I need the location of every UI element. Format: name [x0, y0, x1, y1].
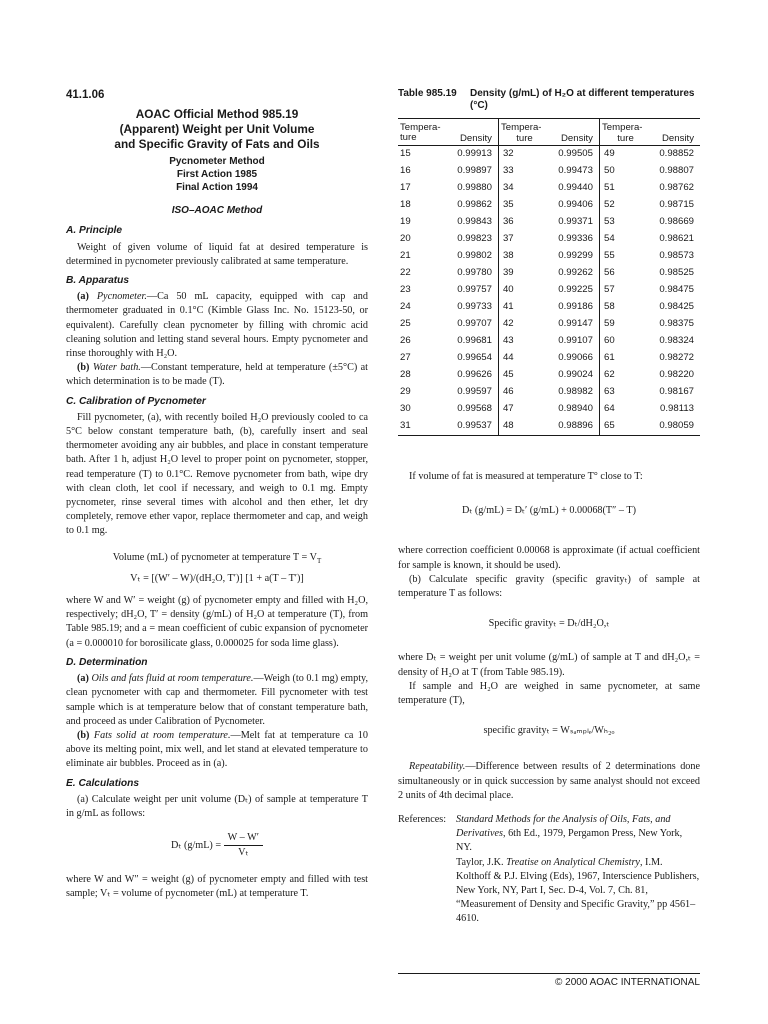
density-cell: 0.99299 — [550, 248, 599, 265]
temperature-cell: 36 — [502, 216, 514, 228]
table-caption — [398, 88, 700, 112]
density-cell: 0.99823 — [449, 231, 498, 248]
density-cell: 0.99537 — [449, 418, 498, 436]
temperature-cell: 61 — [603, 352, 615, 364]
volume-formula: Vₜ = [(W′ – W)/(dH₂O, T′)] [1 + a(T – T′)] — [130, 572, 304, 584]
calc-formula: Dₜ (g/mL) = $\frac{W - W'}{\text{Vₜ}}$ — [66, 831, 368, 860]
temperature-cell: 58 — [603, 301, 615, 313]
temperature-cell: 45 — [502, 369, 514, 381]
temperature-cell: 16 — [400, 165, 411, 177]
density-cell: 0.99473 — [550, 163, 599, 180]
temperature-cell: 27 — [400, 352, 411, 364]
density-cell: 0.99336 — [550, 231, 599, 248]
same-pycnometer-text: If sample and H₂O are weighed in same pycnometer, at same temperature (T), — [398, 680, 700, 707]
density-cell: 0.99733 — [449, 299, 498, 316]
temperature-cell: 63 — [603, 386, 615, 398]
table-row — [398, 231, 700, 248]
density-cell: 0.99406 — [550, 197, 599, 214]
table-row — [398, 214, 700, 231]
specific-gravity-b: (b) Calculate specific gravity (specific gravityₜ) of sample at temperature T as follows: — [398, 573, 700, 600]
density-cell: 0.99597 — [449, 384, 498, 401]
density-cell: 0.99568 — [449, 401, 498, 418]
density-cell: 0.98896 — [550, 418, 599, 436]
density-cell: 0.98982 — [550, 384, 599, 401]
temperature-cell: 21 — [400, 250, 411, 262]
temperature-cell: 20 — [400, 233, 411, 245]
density-cell: 0.99802 — [449, 248, 498, 265]
section-number: 41.1.06 — [66, 89, 105, 101]
temperature-cell: 62 — [603, 369, 615, 381]
density-cell: 0.99371 — [550, 214, 599, 231]
left-column — [66, 88, 368, 901]
right-column — [398, 88, 700, 927]
table-row — [398, 197, 700, 214]
temperature-cell: 56 — [603, 267, 615, 279]
iso-method-label: ISO–AOAC Method — [171, 205, 263, 217]
temperature-cell: 39 — [502, 267, 514, 279]
density-cell: 0.98167 — [659, 386, 694, 398]
temperature-cell: 52 — [603, 199, 615, 211]
determination-a: (a) Oils and fats fluid at room temperature.—Weigh (to 0.1 mg) empty, clean pycnometer with cap and thermometer. Fill pycnometer with test sample which is at temperature below that of constant temperature bath, and proceed as under Calibration of Pycnometer. — [66, 673, 368, 727]
temperature-cell: 26 — [400, 335, 411, 347]
sg-where: where Dₜ = weight per unit volume (g/mL) of sample at T and dH₂O,ₜ = density of H₂O at T (from Table 985.19). — [398, 652, 700, 678]
apparatus-a: (a) Pycnometer.—Ca 50 mL capacity, equipped with cap and thermometer graduated in 0.1°C (Kimble Glass Inc. No. 15123-50, or equivalent). Carefully clean pycnometer by filling with chromic acid cleaning solution and letting stand several hours. Empty pycnometer and rinse thoroughly with H₂O. — [66, 291, 368, 360]
density-cell: 0.99780 — [449, 265, 498, 282]
density-cell: 0.98475 — [659, 284, 694, 296]
temperature-cell: 48 — [498, 418, 550, 436]
temperature-cell: 54 — [603, 233, 615, 245]
table-row — [398, 316, 700, 333]
correction-formula: Dₜ (g/mL) = Dₜ′ (g/mL) + 0.00068(T″ – T) — [461, 505, 637, 517]
temperature-cell: 59 — [603, 318, 615, 330]
temperature-cell: 50 — [603, 165, 615, 177]
table-row — [398, 265, 700, 282]
temperature-cell: 30 — [400, 403, 411, 415]
temperature-cell: 41 — [502, 301, 514, 313]
temperature-cell: 35 — [502, 199, 514, 211]
table-row — [398, 384, 700, 401]
reference-2: Taylor, J.K. Treatise on Analytical Chemistry, I.M. Kolthoff & P.J. Elving (Eds), 1967, Interscience Publishers, New York, NY, Part I, Sec. D-4, Vol. 7, Ch. 81, “Measurement of Density and Specific Gravity,” pp 4561–4610. — [456, 856, 700, 925]
density-cell: 0.98669 — [659, 216, 694, 228]
density-cell: 0.98425 — [659, 301, 694, 313]
temperature-cell: 60 — [603, 335, 615, 347]
density-cell: 0.98220 — [659, 369, 694, 381]
temperature-cell: 53 — [603, 216, 615, 228]
temperature-cell: 47 — [502, 403, 514, 415]
temperature-cell: 18 — [400, 199, 411, 211]
table-row — [398, 180, 700, 197]
table-row — [398, 401, 700, 418]
density-cell: 0.99654 — [449, 350, 498, 367]
density-cell: 0.99757 — [449, 282, 498, 299]
table-row — [398, 333, 700, 350]
table-row — [398, 350, 700, 367]
temperature-cell: 64 — [603, 403, 615, 415]
temperature-cell: 17 — [400, 182, 411, 194]
calibration-text: Fill pycnometer, (a), with recently boiled H₂O previously cooled to ca 5°C below constant temperature bath, (b), carefully insert and seal thermometer avoiding any air bubbles, and place in constant temperature bath. After 1 h, adjust H₂O level to proper point on pycnometer, stopper, read temperature (T) to 0.1°C. Remove pycnometer from bath, wipe dry with clean cloth, let cool if necessary, and weigh to 0.1 mg. Empty pycnometer, rinse several times with alcohol and then ether, let dry completely, remove ether vapor, replace thermometer and cap, and weigh to 0.1 mg. — [66, 411, 368, 537]
temperature-cell: 24 — [400, 301, 411, 313]
method-title — [66, 107, 368, 152]
principle-text: Weight of given volume of liquid fat at desired temperature is determined in pycnometer previously calibrated at same temperature. — [66, 241, 368, 267]
table-row — [398, 163, 700, 180]
table-row — [398, 418, 700, 436]
table-row — [398, 248, 700, 265]
principle-heading: A. Principle — [66, 225, 123, 237]
temperature-cell: 42 — [502, 318, 514, 330]
where-text-2: where W and W″ = weight (g) of pycnometer empty and filled with test sample; Vₜ = volume of pycnometer (mL) at temperature T. — [66, 873, 368, 899]
density-cell: 0.99024 — [550, 367, 599, 384]
density-cell: 0.99186 — [550, 299, 599, 316]
determination-b: (b) Fats solid at room temperature.—Melt fat at temperature ca 10 above its melting point, mix well, and let stand at elevated temperature to eliminate air bubbles. Proceed as in (a). — [66, 729, 368, 770]
temperature-cell: 49 — [603, 148, 615, 160]
density-cell: 0.98525 — [659, 267, 694, 279]
density-cell: 0.99066 — [550, 350, 599, 367]
density-cell: 0.98621 — [659, 233, 694, 245]
temperature-cell: 19 — [400, 216, 411, 228]
temperature-cell: 46 — [502, 386, 514, 398]
sg-formula-2: specific gravityₜ = Wₛₐₘₚₗₑ/Wₕ₂ₒ — [483, 725, 615, 737]
sg-formula: Specific gravityₜ = Dₜ/dH₂O,ₜ — [488, 618, 610, 630]
density-cell: 0.99505 — [550, 146, 599, 164]
density-cell: 0.99707 — [449, 316, 498, 333]
table-header-row: ture Density ture Density ture Density — [398, 133, 700, 146]
density-cell: 0.99225 — [550, 282, 599, 299]
temperature-cell: 25 — [400, 318, 411, 330]
density-cell: 0.98272 — [659, 352, 694, 364]
density-cell: 0.99843 — [449, 214, 498, 231]
method-subtitle — [66, 155, 368, 194]
table-row — [398, 367, 700, 384]
temperature-cell: 15 — [400, 148, 411, 160]
temperature-cell: 44 — [502, 352, 514, 364]
calculations-heading: E. Calculations — [66, 777, 140, 789]
density-cell: 0.98852 — [659, 148, 694, 160]
density-cell: 0.99262 — [550, 265, 599, 282]
density-cell: 0.98715 — [659, 199, 694, 211]
references — [398, 813, 700, 927]
correction-note: where correction coefficient 0.00068 is approximate (if actual coefficient for sample is known, it should be used). — [398, 545, 700, 571]
repeatability: Repeatability.—Difference between results of 2 determinations done simultaneously or in quick succession by same analyst should not exceed 2 units of 4th decimal place. — [398, 761, 700, 801]
temperature-cell: 22 — [400, 267, 411, 279]
if-volume-text: If volume of fat is measured at temperature T° close to T: — [409, 471, 643, 482]
table-row — [398, 299, 700, 316]
temperature-cell: 43 — [502, 335, 514, 347]
density-table — [398, 118, 700, 436]
temperature-cell: 31 — [398, 418, 449, 436]
density-cell: 0.98807 — [659, 165, 694, 177]
density-cell: 0.98375 — [659, 318, 694, 330]
temperature-cell: 33 — [502, 165, 514, 177]
determination-heading: D. Determination — [66, 656, 148, 668]
temperature-cell: 32 — [502, 148, 514, 160]
calculations-a: (a) Calculate weight per unit volume (Dₜ) of sample at temperature T in g/mL as follows: — [66, 793, 368, 819]
density-cell: 0.99897 — [449, 163, 498, 180]
temperature-cell: 51 — [603, 182, 615, 194]
density-cell: 0.98762 — [659, 182, 694, 194]
temperature-cell: 34 — [502, 182, 514, 194]
density-cell: 0.99913 — [449, 146, 498, 164]
density-cell: 0.99880 — [449, 180, 498, 197]
reference-1: References: Standard Methods for the Analysis of Oils, Fats, and Derivatives, 6th Ed., 1979, Pergamon Press, New York, NY. — [398, 814, 683, 854]
apparatus-b: (b) Water bath.—Constant temperature, held at temperature (±5°C) at which determination is to be made (T). — [66, 362, 368, 388]
title-line: AOAC Official Method 985.19 — [135, 107, 299, 122]
density-cell: 0.99147 — [550, 316, 599, 333]
temperature-cell: 37 — [502, 233, 514, 245]
temperature-cell: 55 — [603, 250, 615, 262]
density-cell: 0.98113 — [660, 403, 694, 415]
where-text-1: where W and W′ = weight (g) of pycnometer empty and filled with H₂O, respectively; dH₂O, T′ = density (g/mL) of H₂O at temperature (T), from Table 985.19; and a = mean coefficient of cubic expansion of pycnometer (a = 0.000010 for borosilicate glass, 0.000025 for soda lime glass). — [66, 595, 368, 649]
title-line: (Apparent) Weight per Unit Volume — [119, 122, 315, 137]
calibration-heading: C. Calibration of Pycnometer — [66, 395, 206, 407]
density-cell: 0.98573 — [659, 250, 694, 262]
subtitle-line: Final Action 1994 — [176, 182, 258, 194]
density-cell: 0.98324 — [659, 335, 694, 347]
density-cell: 0.99681 — [449, 333, 498, 350]
temperature-cell: 40 — [502, 284, 514, 296]
temperature-cell: 28 — [400, 369, 411, 381]
copyright-footer: © 2000 AOAC INTERNATIONAL — [398, 973, 700, 988]
subtitle-line: Pycnometer Method — [169, 156, 265, 168]
table-row — [398, 282, 700, 299]
temperature-cell: 57 — [603, 284, 615, 296]
table-row — [398, 146, 700, 164]
density-cell: 0.98940 — [550, 401, 599, 418]
density-cell: 0.99862 — [449, 197, 498, 214]
apparatus-heading: B. Apparatus — [66, 275, 130, 287]
volume-line: Volume (mL) of pycnometer at temperature $T = V_T$ — [112, 551, 322, 565]
table-title: Density (g/mL) of H₂O at different temperatures (°C) — [470, 88, 695, 111]
temperature-cell: 65 — [599, 418, 651, 436]
temperature-cell: 38 — [502, 250, 514, 262]
density-cell: 0.99107 — [550, 333, 599, 350]
density-cell: 0.99626 — [449, 367, 498, 384]
title-line: and Specific Gravity of Fats and Oils — [114, 137, 320, 152]
temperature-cell: 23 — [400, 284, 411, 296]
temperature-cell: 29 — [400, 386, 411, 398]
subtitle-line: First Action 1985 — [176, 169, 258, 181]
table-number: Table 985.19 — [398, 88, 457, 99]
density-cell: 0.99440 — [550, 180, 599, 197]
table-header-row: Tempera- Tempera- Tempera- — [398, 119, 700, 134]
density-cell: 0.98059 — [651, 418, 700, 436]
